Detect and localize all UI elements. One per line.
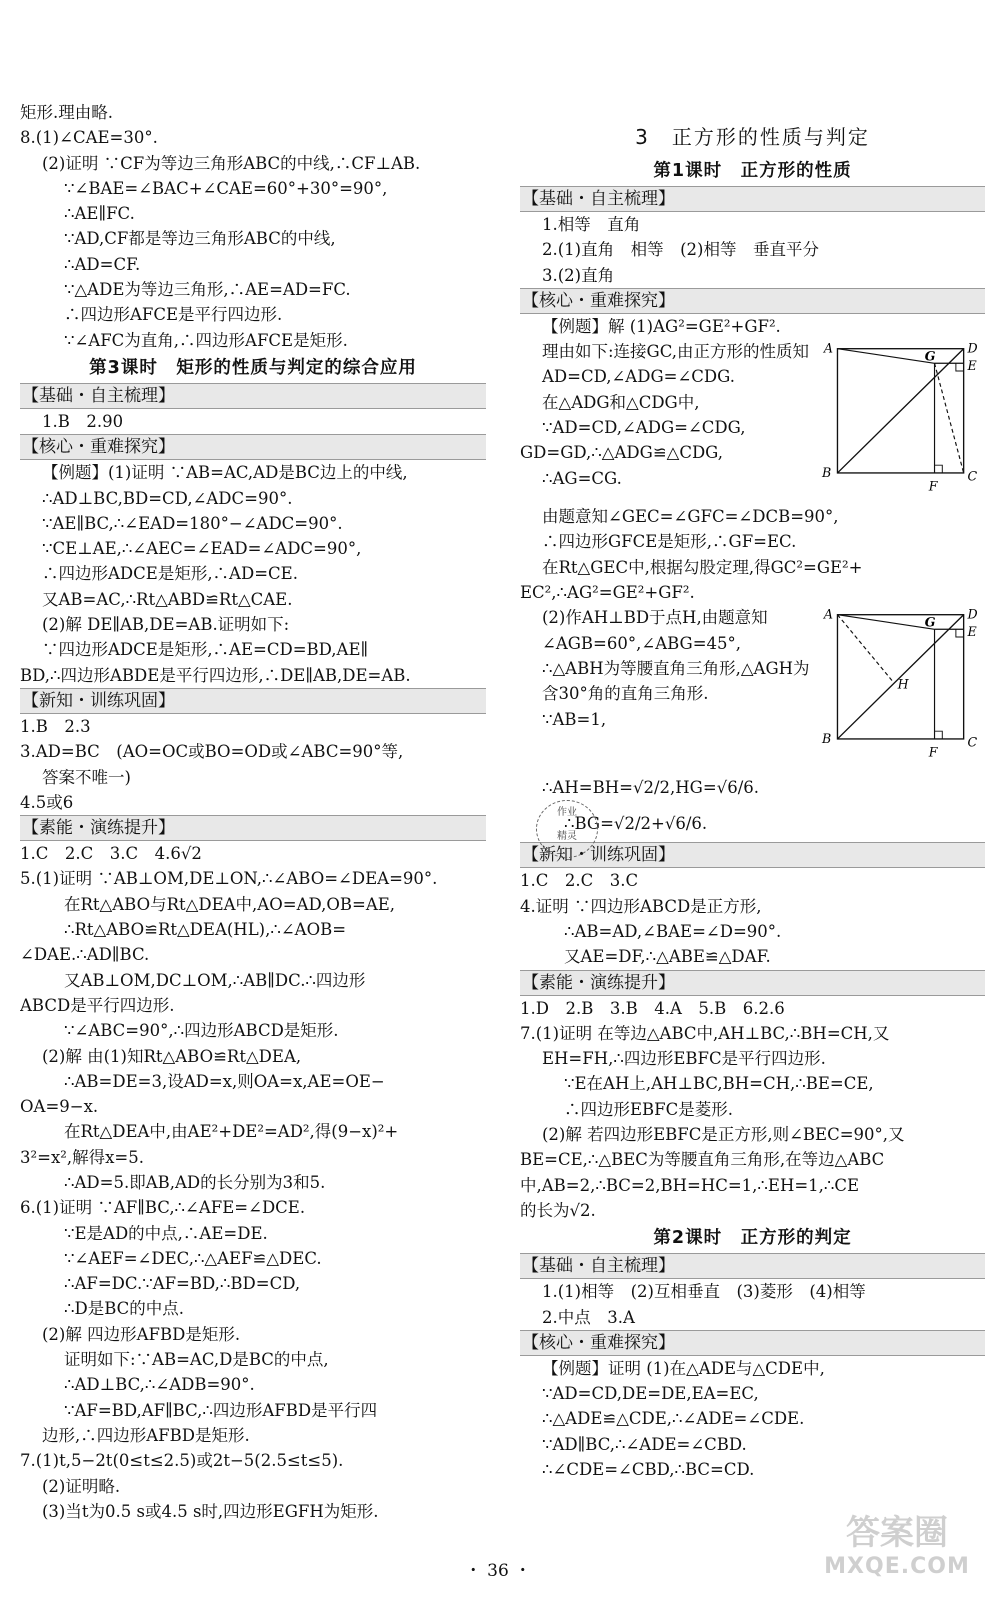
point-label: C: [967, 468, 978, 484]
text-line: ∴△ADE≌△CDE,∴∠ADE=∠CDE.: [542, 1409, 805, 1429]
text-line: 4.证明 ∵四边形ABCD是正方形,: [520, 896, 762, 916]
text-line: 边形,∴四边形AFBD是矩形.: [42, 1425, 250, 1445]
figure-block-1: [520, 339, 985, 494]
section-header: 【新知・训练巩固】: [520, 842, 985, 868]
text-line: ∴Rt△ABO≌Rt△DEA(HL),∴∠AOB=: [64, 920, 347, 940]
text-line: ∵CE⊥AE,∴∠AEC=∠EAD=∠ADC=90°,: [42, 539, 362, 559]
text-line: ABCD是平行四边形.: [20, 995, 175, 1015]
square-figure-2: [820, 605, 985, 770]
text-line: ∵AF=BD,AF∥BC,∴四边形AFBD是平行四: [64, 1400, 378, 1420]
point-label: E: [967, 358, 977, 374]
section-header: 【基础・自主梳理】: [520, 186, 985, 212]
text-line: ∴△ABH为等腰直角三角形,△AGH为含30°角的直角三角形.: [542, 658, 810, 704]
text-line: 3²=x²,解得x=5.: [20, 1147, 144, 1167]
point-label: H: [897, 676, 909, 692]
section-header: 【核心・重难探究】: [520, 1330, 985, 1356]
chapter-title: 3 正方形的性质与判定: [635, 125, 870, 149]
text-line: (2)证明 ∵CF为等边三角形ABC的中线,∴CF⊥AB.: [42, 153, 421, 173]
text-line: 证明如下:∵AB=AC,D是BC的中点,: [64, 1350, 329, 1370]
text-line: 1.B 2.90: [42, 411, 124, 431]
point-label: B: [821, 465, 832, 481]
text-line: 【例题】解 (1)AG²=GE²+GF².: [542, 316, 781, 336]
text-line: 矩形.理由略.: [20, 103, 113, 122]
section-header: 【素能・演练提升】: [520, 970, 985, 996]
section-header: 【素能・演练提升】: [20, 815, 486, 841]
text-line: 在Rt△GEC中,根据勾股定理,得GC²=GE²+: [542, 557, 863, 577]
lesson-title: 第1课时 正方形的性质: [653, 161, 852, 181]
text-line: (2)解 DE∥AB,DE=AB.证明如下:: [42, 615, 290, 635]
text-line: 2.(1)直角 相等 (2)相等 垂直平分: [542, 240, 819, 260]
homework-stamp: [536, 800, 598, 858]
text-line: 1.C 2.C 3.C: [520, 871, 639, 891]
text-line: ∴AD=5.即AB,AD的长分别为3和5.: [64, 1172, 326, 1192]
text-line: ∴四边形ADCE是矩形,∴AD=CE.: [42, 564, 298, 584]
lesson-title: 第2课时 正方形的判定: [653, 1228, 852, 1249]
point-label: C: [967, 735, 978, 751]
text-line: (2)证明略.: [42, 1476, 121, 1496]
point-label: A: [823, 340, 833, 356]
point-label: A: [823, 606, 833, 622]
segment-ag: [837, 615, 934, 630]
text-line: 1.B 2.3: [20, 716, 91, 736]
section-header: 【核心・重难探究】: [520, 288, 985, 314]
text-line: 1.相等 直角: [542, 215, 641, 234]
text-line: 的长为√2.: [520, 1200, 596, 1220]
text-line: 6.(1)证明 ∵AF∥BC,∴∠AFE=∠DCE.: [20, 1198, 306, 1218]
text-line: 又AB=AC,∴Rt△ABD≌Rt△CAE.: [42, 589, 293, 609]
text-line: 7.(1)t,5−2t(0≤t≤2.5)或2t−5(2.5≤t≤5).: [20, 1451, 344, 1471]
text-line: ∴D是BC的中点.: [64, 1299, 185, 1319]
text-line: 3.(2)直角: [542, 265, 615, 285]
text-line: 理由如下:连接GC,由正方形的性质知AD=CD,∠ADG=∠CDG.: [542, 342, 810, 387]
text-line: 7.(1)证明 在等边△ABC中,AH⊥BC,∴BH=CH,又: [520, 1023, 890, 1043]
text-line: 3.AD=BC (AO=OC或BO=OD或∠ABC=90°等,: [20, 742, 404, 762]
text-line: 又AE=DF,∴△ABE≌△DAF.: [564, 947, 771, 967]
section-header: 【基础・自主梳理】: [20, 383, 486, 409]
point-label: E: [967, 624, 977, 640]
text-line: 1.C 2.C 3.C 4.6√2: [20, 844, 202, 864]
right-angle-mark: [935, 465, 943, 473]
right-column: [520, 106, 985, 1482]
text-line: 2.中点 3.A: [542, 1307, 635, 1327]
text-line: 中,AB=2,∴BC=2,BH=HC=1,∴EH=1,∴CE: [520, 1175, 860, 1195]
segment-ah: [837, 615, 893, 683]
text-line: ∵四边形ADCE是矩形,∴AE=CD=BD,AE∥: [42, 640, 369, 660]
text-line: ∵AD=CD,DE=DE,EA=EC,: [542, 1384, 759, 1404]
text-line: ∴AB=DE=3,设AD=x,则OA=x,AE=OE−: [64, 1071, 385, 1091]
text-line: ∵∠ABC=90°,∴四边形ABCD是矩形.: [64, 1021, 339, 1041]
point-label: D: [967, 340, 978, 356]
text-line: ∵△ADE为等边三角形,∴AE=AD=FC.: [64, 280, 351, 300]
text-line: ∴AG=CG.: [542, 468, 622, 488]
text-line: ∵∠AFC为直角,∴四边形AFCE是矩形.: [64, 330, 348, 350]
text-line: ∵E在AH上,AH⊥BC,BH=CH,∴BE=CE,: [564, 1074, 874, 1094]
text-line: (2)解 四边形AFBD是矩形.: [42, 1324, 241, 1344]
section-header: 【核心・重难探究】: [20, 434, 486, 460]
text-line: ∴四边形AFCE是平行四边形.: [64, 305, 283, 325]
point-label: G: [924, 614, 936, 630]
text-line: (2)解 若四边形EBFC是正方形,则∠BEC=90°,又: [542, 1125, 905, 1145]
text-line: GD=GD,∴△ADG≌△CDG,: [520, 443, 724, 463]
diagonal-bd: [837, 349, 963, 473]
page-number: ・ 36 ・: [464, 1561, 532, 1581]
text-line: ∵AD∥BC,∴∠ADE=∠CBD.: [542, 1434, 747, 1454]
left-column: [20, 100, 486, 1524]
text-line: ∵AD=CD,∠ADG=∠CDG,: [542, 418, 746, 438]
text-line: ∵E是AD的中点,∴AE=DE.: [64, 1223, 268, 1243]
text-line: 1.D 2.B 3.B 4.A 5.B 6.2.6: [520, 998, 785, 1018]
text-line: ∴AE∥FC.: [64, 204, 135, 224]
text-line: OA=9−x.: [20, 1097, 99, 1117]
text-line: BD,∴四边形ABDE是平行四边形,∴DE∥AB,DE=AB.: [20, 665, 411, 685]
text-line: 在Rt△DEA中,由AE²+DE²=AD²,得(9−x)²+: [64, 1122, 399, 1142]
text-line: 在Rt△ABO与Rt△DEA中,AO=AD,OB=AE,: [64, 894, 396, 914]
right-angle-mark: [956, 630, 964, 638]
text-line: ∵AB=1,: [542, 709, 607, 729]
text-line: EC²,∴AG²=GE²+GF².: [520, 583, 695, 603]
text-line: ∴AB=AD,∠BAE=∠D=90°.: [564, 921, 782, 941]
point-label: F: [928, 478, 938, 494]
text-line: EH=FH,∴四边形EBFC是平行四边形.: [542, 1049, 826, 1069]
text-line: 答案不唯一): [42, 767, 131, 787]
text-line: ∵∠AEF=∠DEC,∴△AEF≌△DEC.: [64, 1248, 322, 1268]
text-line: ∴∠CDE=∠CBD,∴BC=CD.: [542, 1460, 755, 1480]
point-label: D: [967, 606, 978, 622]
figure-block-2: [520, 605, 985, 760]
watermark-text: 答案圈: [846, 1513, 948, 1553]
text-line: 【例题】证明 (1)在△ADE与△CDE中,: [542, 1358, 825, 1378]
point-label: F: [928, 744, 938, 760]
right-angle-mark: [935, 732, 943, 740]
text-line: (3)当t为0.5 s或4.5 s时,四边形EGFH为矩形.: [42, 1501, 379, 1521]
text-line: ∴AH=BH=√2/2,HG=√6/6.: [542, 778, 759, 798]
text-line: ∵AE∥BC,∴∠EAD=180°−∠ADC=90°.: [42, 513, 343, 533]
text-line: ∵∠BAE=∠BAC+∠CAE=60°+30°=90°,: [64, 178, 388, 198]
text-line: ∴AD=CF.: [64, 254, 141, 274]
text-line: 由题意知∠GEC=∠GFC=∠DCB=90°,: [542, 507, 839, 527]
point-label: G: [924, 348, 936, 364]
point-label: B: [821, 731, 832, 747]
text-line: 8.(1)∠CAE=30°.: [20, 128, 158, 148]
stamp-text: 精灵: [557, 831, 577, 842]
section-header: 【新知・训练巩固】: [20, 688, 486, 714]
section-header: 【基础・自主梳理】: [520, 1253, 985, 1279]
text-line: ∴AF=DC.∵AF=BD,∴BD=CD,: [64, 1274, 301, 1294]
text-line: BE=CE,∴△BEC为等腰直角三角形,在等边△ABC: [520, 1150, 885, 1170]
text-line: (2)作AH⊥BD于点H,由题意知∠AGB=60°,∠ABG=45°,: [542, 608, 768, 653]
segment-ag: [837, 349, 934, 364]
text-line: 又AB⊥OM,DC⊥OM,∴AB∥DC.∴四边形: [64, 970, 366, 990]
text-line: (2)解 由(1)知Rt△ABO≌Rt△DEA,: [42, 1046, 302, 1066]
text-line: ∠DAE.∴AD∥BC.: [20, 945, 150, 965]
lesson-title: 第3课时 矩形的性质与判定的综合应用: [89, 357, 417, 378]
square-figure-1: [820, 339, 985, 504]
segment-gc: [935, 363, 964, 473]
text-line: ∴AD⊥BC,BD=CD,∠ADC=90°.: [42, 488, 293, 508]
right-angle-mark: [956, 363, 964, 371]
text-line: 【例题】(1)证明 ∵AB=AC,AD是BC边上的中线,: [42, 463, 408, 483]
text-line: ∵AD,CF都是等边三角形ABC的中线,: [64, 229, 336, 249]
text-line: 1.(1)相等 (2)互相垂直 (3)菱形 (4)相等: [542, 1282, 866, 1302]
watermark-text: MXQE.COM: [824, 1554, 970, 1579]
text-line: 4.5或6: [20, 792, 74, 812]
stamp-text: 作业: [557, 807, 577, 818]
text-line: 在△ADG和△CDG中,: [542, 392, 700, 412]
text-line: 5.(1)证明 ∵AB⊥OM,DE⊥ON,∴∠ABO=∠DEA=90°.: [20, 869, 438, 889]
text-line: ∴四边形GFCE是矩形,∴GF=EC.: [542, 532, 797, 552]
watermark-logo: [812, 1505, 982, 1595]
text-line: ∴AD⊥BC,∴∠ADB=90°.: [64, 1375, 255, 1395]
text-line: ∴四边形EBFC是菱形.: [564, 1099, 733, 1119]
text-line: ∴BG=√2/2+√6/6.: [564, 814, 708, 834]
